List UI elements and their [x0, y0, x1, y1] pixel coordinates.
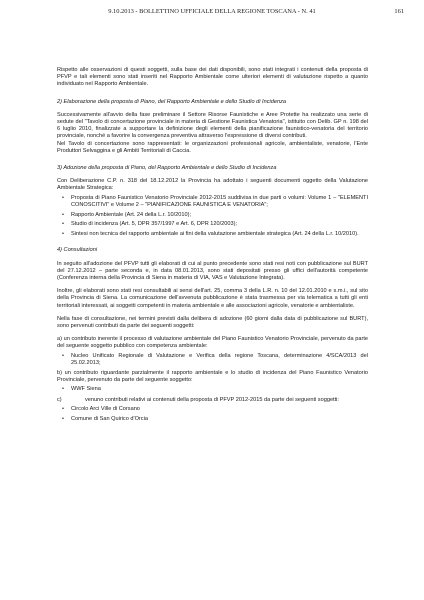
list-item: • Proposta di Piano Faunistico Venatorio Provinciale 2012-2015 suddivisa in due parti o volumi: Volume 1 – "ELEMENTI CONOSCITIVI" e Volume 2 – "PIANIFICAZIONE FAUNISTICA E VENATORIA";	[71, 195, 368, 209]
item-letter-c: c)	[57, 396, 62, 403]
list-item: • Nucleo Unificato Regionale di Valutazione e Verifica della regione Toscana, determinazione 4/SCA/2013 del 25.02.2013;	[71, 353, 368, 367]
adopted-documents-list	[57, 195, 368, 239]
paragraph-elaboration: Successivamente all'avvio della fase preliminare il Settore Risorse Faunistiche e Aree Protette ha realizzato una serie di sedute del "Tavolo di concertazione provinciale in materia di Gestione Faunistica Venatoria", istituito con Delib. GP n. 198 del 6 luglio 2010, finalizzate a supportare la definizione degli elementi della pianificazione faunistico-venatoria del territorio provinciale, nonché a favorire la convergenza preventiva attraverso l'espressione di diversi contributi.	[57, 111, 368, 140]
list-item: • Circolo Arci Ville di Corsano	[71, 406, 368, 413]
document-body	[57, 67, 368, 426]
contribution-c-text: venuno contributi relativi ai contenuti della proposta di PFVP 2012-2015 da parte dei seguenti soggetti:	[85, 396, 339, 403]
contribution-b-list	[57, 386, 368, 393]
paragraph-contribution-a: a) un contributo inerente il processo di valutazione ambientale del Piano Faunistico Venatorio Provinciale, pervenuto da parte del seguente soggetto pubblico con competenza ambientale:	[57, 336, 368, 350]
paragraph-observations: Rispetto alle osservazioni di questi soggetti, sulla base dei dati disponibili, sono stati integrati i contenuti della proposta di PFVP e tali elementi sono stati inseriti nel Rapporto Ambientale come ulteriori elementi di valutazione rispetto a quanto individuato nel Rapporto Ambientale.	[57, 67, 368, 88]
paragraph-concertation-table: Nel Tavolo di concertazione sono rappresentati: le organizzazioni professionali agricole, ambientaliste, venatorie, l'Ente Produttori Selvaggina e gli Ambiti Territoriali di Caccia.	[57, 140, 368, 154]
list-item: • Sintesi non tecnica del rapporto ambientale ai fini della valutazione ambientale strategica (Art. 24 della L.r. 10/2010).	[71, 231, 368, 238]
list-item: • Studio di incidenza (Art. 5, DPR 357/1997 e Art. 6, DPR 120/2003);	[71, 221, 368, 228]
section-heading-4: 4) Consultazioni	[57, 247, 98, 254]
paragraph-contribution-c	[57, 397, 368, 404]
contribution-c-list	[57, 406, 368, 423]
page-number: 161	[394, 8, 404, 15]
paragraph-adoption: Con Deliberazione C.P. n. 318 del 18.12.2012 la Provincia ha adottato i seguenti documenti oggetto della Valutazione Ambientale Strategica:	[57, 178, 368, 192]
paragraph-publication: In seguito all'adozione del PFVP tutti gli elaborati di cui al punto precedente sono stati resi noti con pubblicazione sul BURT del 27.12.2012 – parte seconda e, in data 08.01.2013, sono stati depositati presso gli uffici dell'autorità competente (Conferenza interna della Provincia di Siena in materia di VIA, VAS e Valutazione Integrata).	[57, 260, 368, 282]
list-item: • WWF Siena	[71, 386, 368, 393]
paragraph-consultation-phase: Nella fase di consultazione, nei termini previsti dalla delibera di adozione (60 giorni dalla data di pubblicazione sul BURT), sono pervenuti contributi da parte dei seguenti soggetti:	[57, 315, 368, 330]
list-item: • Comune di San Quirico d'Orcia	[71, 416, 368, 423]
paragraph-consultability: Inoltre, gli elaborati sono stati resi consultabili ai sensi dell'art. 25, comma 3 della L.R. n. 10 del 12.01.2010 e s.m.i., sul sito della Provincia di Siena. La comunicazione dell'avvenuta pubblicazione è stata trasmessa per via telematica a tutti gli enti territoriali interessati, ai soggetti competenti in materia ambientale e alle associazioni agricole, venatorie e ambientaliste.	[57, 288, 368, 309]
list-item: • Rapporto Ambientale (Art. 24 della L.r. 10/2010);	[71, 212, 368, 219]
contribution-a-list	[57, 353, 368, 367]
bulletin-title: 9.10.2013 - BOLLETTINO UFFICIALE DELLA REGIONE TOSCANA - N. 41	[108, 8, 316, 15]
section-heading-3: 3) Adozione della proposta di Piano, del Rapporto Ambientale e dello Studio di Incidenza	[57, 165, 277, 172]
section-heading-2: 2) Elaborazione della proposta di Piano, del Rapporto Ambientale e dello Studio di Incidenza	[57, 98, 286, 105]
page-header	[20, 6, 404, 18]
paragraph-contribution-b: b) un contributo riguardante parzialmente il rapporto ambientale e lo studio di incidenza del Piano Faunistico Venatorio Provinciale, pervenuto da parte del seguente soggetto:	[57, 370, 368, 384]
